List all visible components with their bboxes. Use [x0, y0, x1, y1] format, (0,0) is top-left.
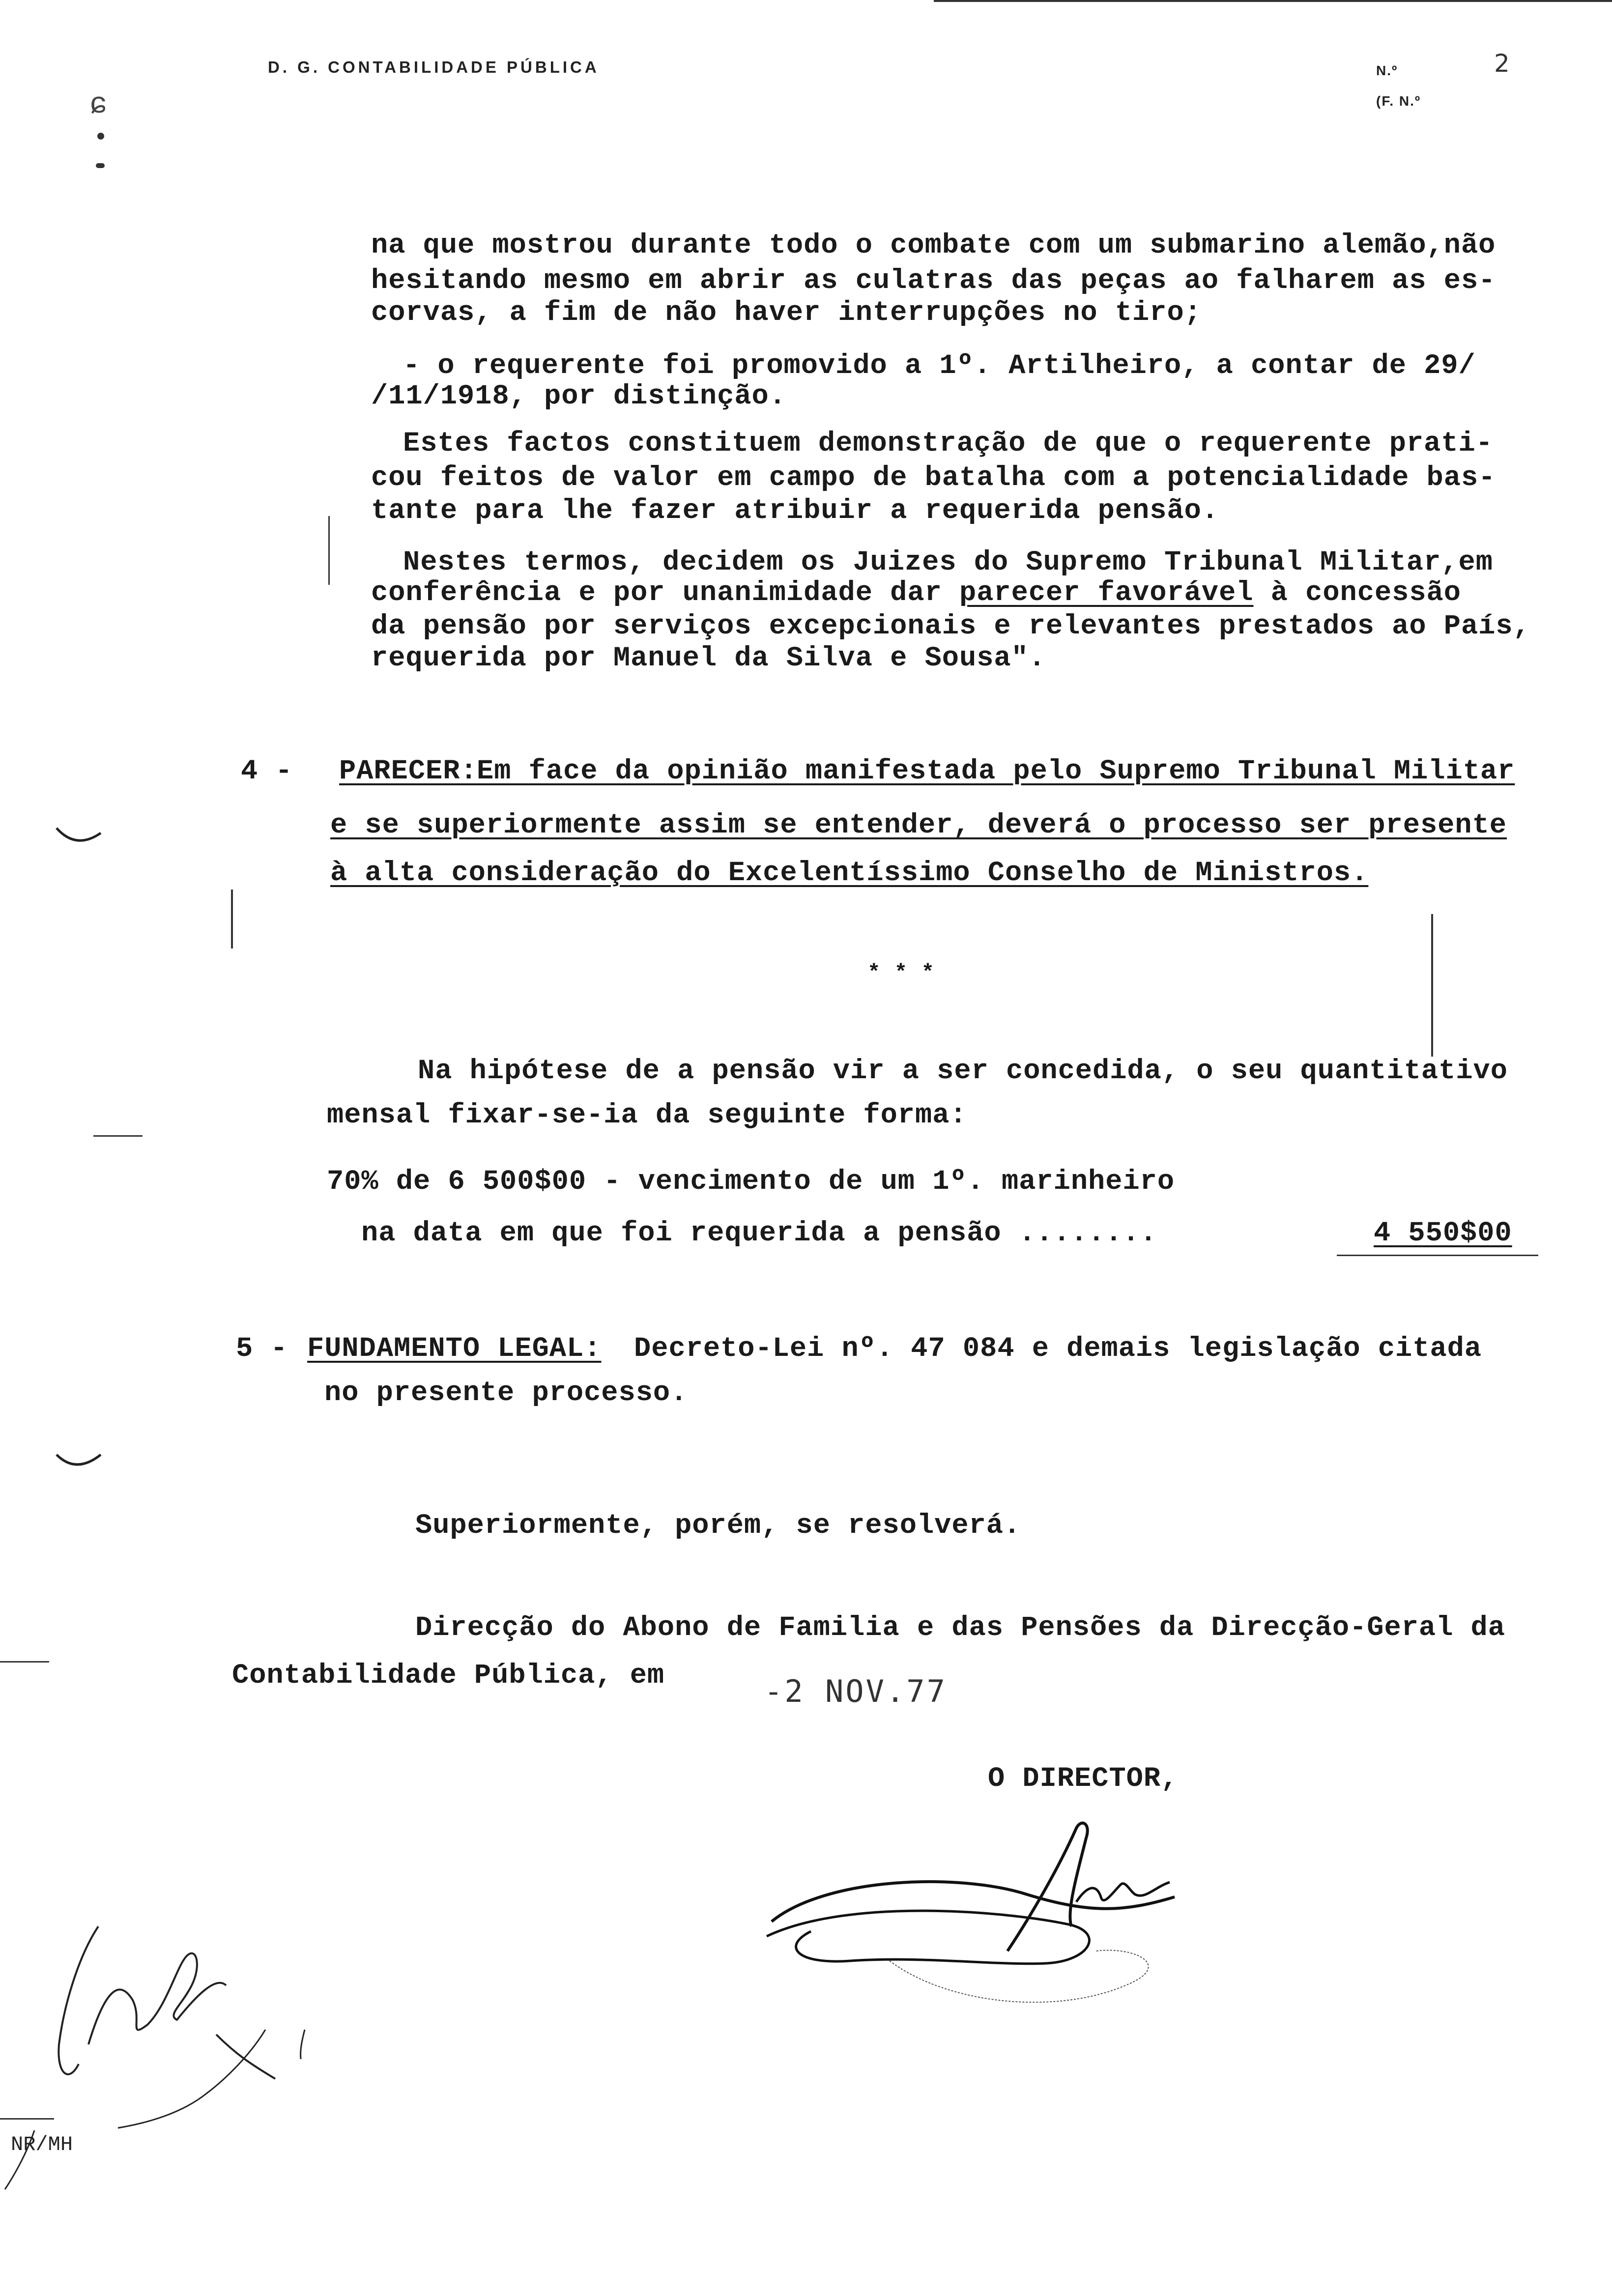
department-line: Direcção do Abono de Familia e das Pensões da Direcção-Geral da: [415, 1612, 1505, 1644]
section-4-line: Em face da opinião manifestada pelo Supremo Tribunal Militar: [477, 756, 1515, 787]
file-number-label: (F. N.º: [1376, 93, 1421, 109]
director-signature: [752, 1799, 1293, 2030]
top-rule: [934, 0, 1612, 2]
section-4-line: e se superiormente assim se entender, deverá o processo ser presente: [330, 810, 1507, 841]
number-label: N.º: [1376, 63, 1398, 78]
body-line: /11/1918, por distinção.: [371, 381, 786, 412]
section-5-line: Decreto-Lei nº. 47 084 e demais legislação citada: [634, 1333, 1482, 1365]
signatory-title: O DIRECTOR,: [988, 1763, 1179, 1795]
body-line: corvas, a fim de não haver interrupções no tiro;: [371, 297, 1202, 329]
initials-rule: [0, 2118, 54, 2120]
letterhead-office: D. G. CONTABILIDADE PÚBLICA: [268, 58, 600, 76]
handwritten-initials: [20, 1917, 315, 2143]
body-line: cou feitos de valor em campo de batalha com a potencialidade bas-: [371, 462, 1496, 494]
body-text: conferência e por unanimidade dar: [371, 577, 959, 609]
section-4-line: à alta consideração do Excelentíssimo Conselho de Ministros.: [330, 858, 1369, 889]
section-5-line: no presente processo.: [324, 1378, 688, 1409]
body-line: hesitando mesmo em abrir as culatras das peças ao falharem as es-: [371, 265, 1496, 297]
body-line: na que mostrou durante todo o combate com um submarino alemão,não: [371, 230, 1496, 261]
margin-stroke: [93, 1135, 143, 1137]
pension-line: Na hipótese de a pensão vir a ser concedida, o seu quantitativo: [418, 1056, 1508, 1087]
closing-line: Superiormente, porém, se resolverá.: [415, 1510, 1021, 1542]
body-line: Estes factos constituem demonstração de que o requerente prati-: [403, 428, 1493, 459]
body-text: à concessão: [1253, 577, 1461, 609]
margin-dot: [97, 133, 104, 140]
pension-calc-line: na data em que foi requerida a pensão ........: [361, 1218, 1157, 1249]
margin-stroke: [0, 1661, 49, 1663]
department-line: Contabilidade Pública, em: [232, 1660, 665, 1692]
body-line: requerida por Manuel da Silva e Sousa".: [371, 643, 1046, 674]
pension-line: mensal fixar-se-ia da seguinte forma:: [327, 1100, 967, 1131]
page-number: 2: [1494, 49, 1510, 78]
body-line: - o requerente foi promovido a 1º. Artilheiro, a contar de 29/: [403, 350, 1476, 382]
pension-amount: 4 550$00: [1374, 1218, 1512, 1249]
separator-asterisks: * * *: [867, 961, 935, 985]
pension-calc-line: 70% de 6 500$00 - vencimento de um 1º. marinheiro: [327, 1166, 1175, 1198]
initials-stroke: [0, 2128, 59, 2192]
body-line: da pensão por serviços excepcionais e relevantes prestados ao País,: [371, 611, 1530, 642]
section-5-number: 5 -: [236, 1333, 288, 1365]
margin-arc: [54, 1450, 103, 1479]
margin-stroke: [231, 890, 233, 948]
margin-dot: [96, 163, 105, 168]
amount-underline: [1337, 1255, 1538, 1256]
body-line: [371, 576, 1461, 610]
section-5-label: FUNDAMENTO LEGAL:: [307, 1333, 602, 1365]
margin-mark: ɕ: [89, 88, 108, 122]
favorable-opinion-underlined: parecer favorável: [959, 577, 1254, 609]
body-line: Nestes termos, decidem os Juizes do Supremo Tribunal Militar,em: [403, 547, 1493, 578]
typist-initials: NR/MH: [11, 2133, 73, 2156]
margin-stroke: [1431, 914, 1433, 1057]
margin-stroke: [328, 516, 330, 585]
body-line: tante para lhe fazer atribuir a requerida pensão.: [371, 495, 1219, 527]
date-stamp: -2 NOV.77: [764, 1673, 947, 1709]
section-4-number: 4 -: [241, 756, 293, 787]
margin-arc: [54, 823, 103, 853]
section-4-label: PARECER:: [339, 756, 478, 787]
